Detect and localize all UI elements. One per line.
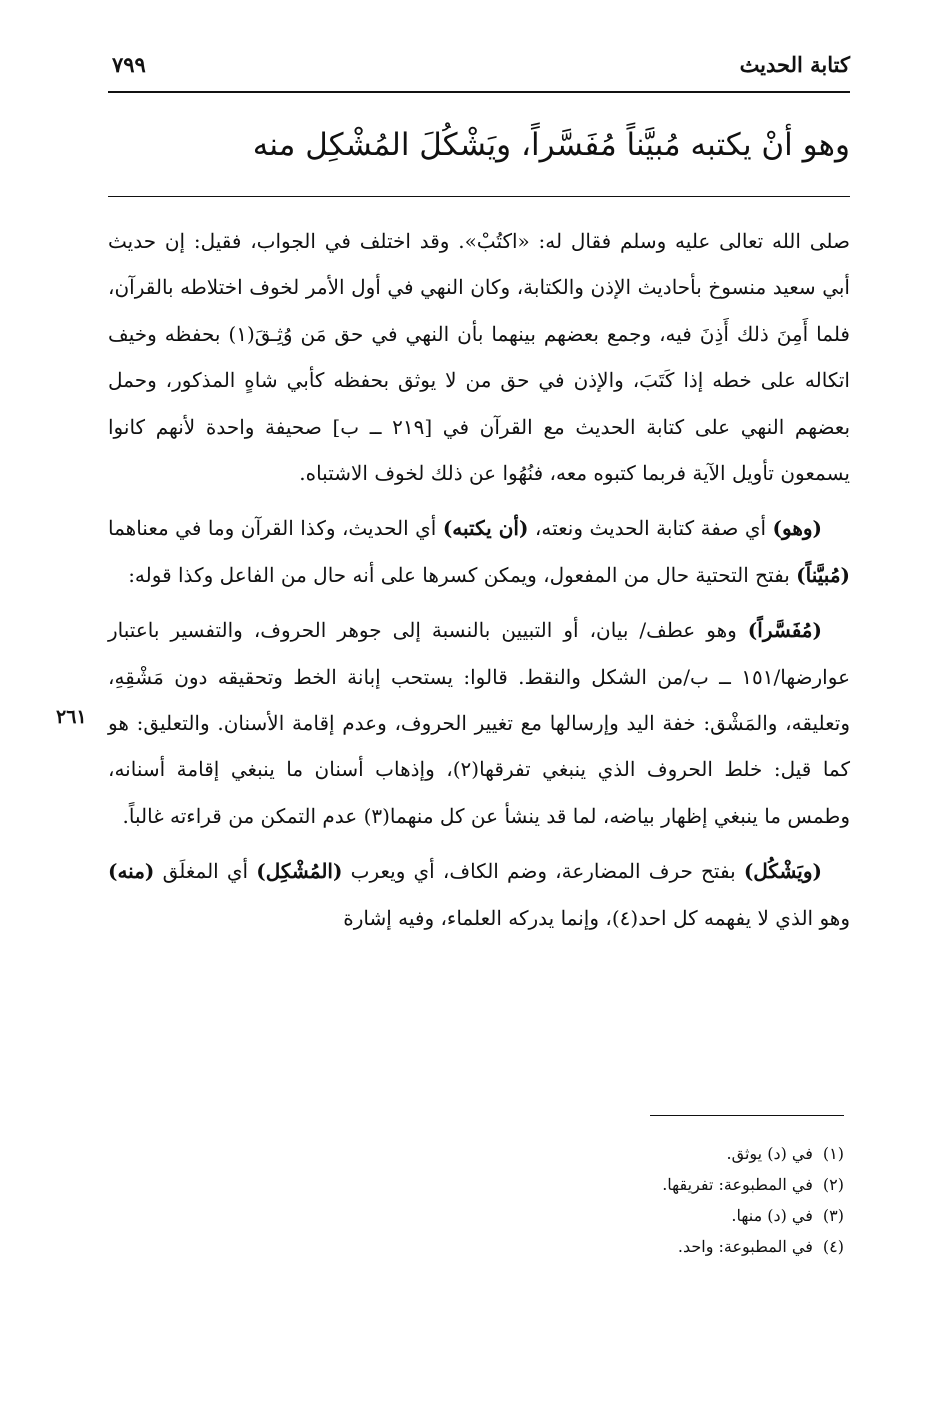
lemma-al-mushkil: (المُشْكِل) — [256, 859, 343, 884]
lemma-yashkul: (ويَشْكُل) — [743, 859, 822, 884]
commentary-paragraph-1: صلى الله تعالى عليه وسلم فقال له: «اكتُبْ». وقد اختلف في الجواب، فقيل: إن حديث أبي سعيد منسوخ بأحاديث الإذن والكتابة، وكان النهي في أول الأمر لخوف اختلاطه بالقرآن، فلما أَمِنَ ذلك أَذِنَ فيه، وجمع بعضهم بينهما بأن النهي في حق مَن وُثِـقَ(١) بحفظه وخيف اتكاله على خطه إذا كَتَبَ، والإذن في حق من لا يوثق بحفظه كأبي شاهٍ المذكور، وحمل بعضهم النهي على كتابة الحديث مع القرآن في [٢١٩ ــ ب] صحيفة واحدة لأنهم كانوا يسمعون تأويل الآية فربما كتبوه معه، فنُهُوا عن ذلك لخوف الاشتباه. — [108, 229, 851, 486]
lemma-minhu: (منه) — [108, 859, 155, 884]
lemma-wahuwa: (وهو) — [772, 516, 822, 541]
paragraph-text: بفتح حرف المضارعة، وضم الكاف، أي ويعرب — [342, 859, 744, 884]
footnote-number: (٤) — [822, 1237, 844, 1256]
footnote-number: (٣) — [822, 1206, 844, 1225]
footnote-3 — [344, 1200, 844, 1231]
footnote-number: (١) — [822, 1144, 844, 1163]
paragraph-text: أي الحديث، وكذا القرآن وما في معناهما — [108, 516, 443, 541]
footnotes — [344, 1138, 844, 1262]
footnote-text: في المطبوعة: تفريقها. — [662, 1175, 813, 1194]
running-header-title: كتابة الحديث — [739, 52, 850, 77]
paragraph-text: وهو عطف/ بيان، أو التبيين بالنسبة إلى جوهر الحروف، والتفسير باعتبار عوارضها/١٥١ ــ ب/من الشكل والنقط. قالوا: يستحب إبانة الخط وتحقيقه دون مَشْقِهِ، وتعليقه، والمَشْق: خفة اليد وإرسالها مع تغيير الحروف، وعدم إقامة الأسنان. والتعليق: هو كما قيل: خلط الحروف الذي ينبغي تفرقها(٢)، وإذهاب أسنان ما ينبغي إقامة أسنانه، وطمس ما ينبغي إظهار بياضه، لما قد ينشأ عن كل منهما(٣) عدم التمكن من قراءته غالباً. — [108, 618, 850, 828]
commentary-paragraph-3 — [108, 607, 850, 839]
footnote-text: في المطبوعة: واحد. — [677, 1237, 813, 1256]
manuscript-folio-margin-note: ٢٦١ — [56, 706, 87, 728]
main-text-divider — [108, 196, 850, 197]
footnote-text: في (د) يوثق. — [726, 1144, 813, 1163]
paragraph-text: بفتح التحتية حال من المفعول، ويمكن كسرها على أنه حال من الفاعل وكذا قوله: — [128, 562, 797, 587]
footnote-2 — [344, 1169, 844, 1200]
paragraph-text: أي صفة كتابة الحديث ونعته، — [528, 516, 773, 541]
footnote-1 — [344, 1138, 844, 1169]
paragraph-text: وهو الذي لا يفهمه كل احد(٤)، وإنما يدركه العلماء، وفيه إشارة — [343, 905, 850, 930]
commentary-paragraph-4 — [108, 848, 850, 941]
footnote-rule — [650, 1115, 844, 1116]
lemma-an-yaktubahu: (أن يكتبه) — [442, 516, 529, 541]
paragraph-text: أي المغلَق — [154, 859, 257, 884]
page-number: ٧٩٩ — [112, 52, 146, 77]
main-text-line: وهو أنْ يكتبه مُبيَّناً مُفَسَّراً، ويَشْكُلَ المُشْكِل منه — [252, 127, 850, 163]
footnote-number: (٢) — [822, 1175, 844, 1194]
footnote-4 — [344, 1231, 844, 1262]
lemma-mufassaran: (مُفَسَّراً) — [747, 618, 822, 643]
commentary-paragraph-2 — [108, 505, 850, 598]
lemma-mubayyanan: (مُبيَّناً) — [796, 562, 850, 587]
footnote-text: في (د) منها. — [731, 1206, 813, 1225]
header-rule — [108, 91, 850, 93]
commentary-body — [108, 218, 850, 941]
